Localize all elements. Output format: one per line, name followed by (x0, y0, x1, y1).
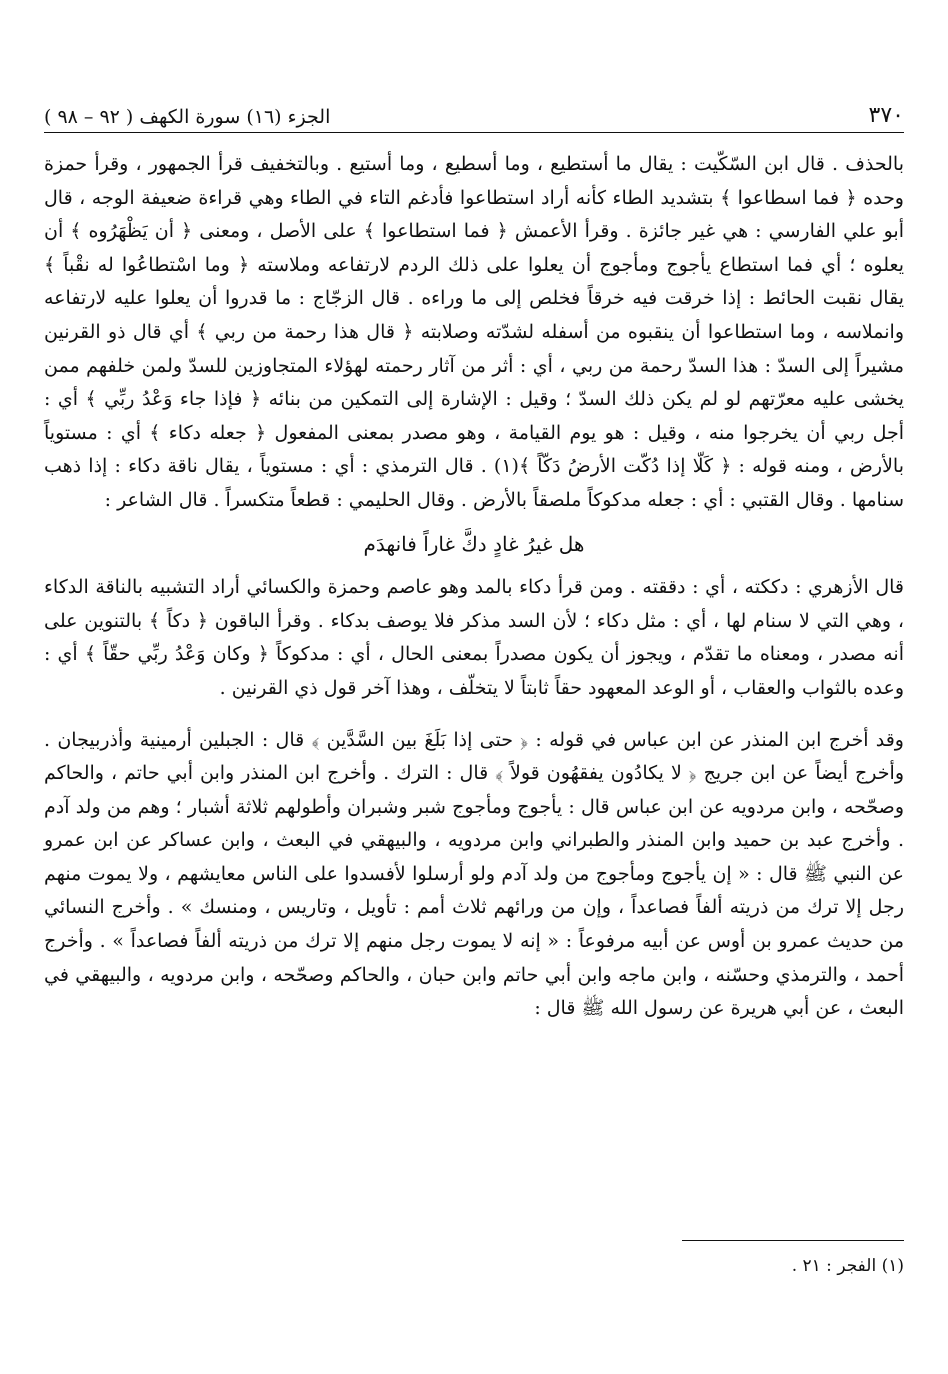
poetry-verse: هل غيرُ غادٍ دكَّ غاراً فانهدَم (363, 531, 585, 556)
footnote-divider (682, 1240, 904, 1241)
page-body (44, 148, 904, 1026)
page-header (44, 95, 904, 133)
paragraph-2: قال الأزهري : دككته ، أي : دققته . ومن قرأ دكاء بالمد وهو عاصم وحمزة والكسائي أراد التشبيه بالناقة الدكاء ، وهي التي لا سنام لها ، أي : مثل دكاء ؛ لأن السد مذكر فلا يوصف بدكاء . وقرأ الباقون ﴿ دكاً ﴾ بالتنوين على أنه مصدر ، ومعناه ما تقدّم ، ويجوز أن يكون مصدراً بمعنى الحال ، أي : مدكوكاً ﴿ وكان وَعْدُ ربِّي حقّاً ﴾ أي : وعده بالثواب والعقاب ، أو الوعد المعهود حقاً ثابتاً لا يتخلّف ، وهذا آخر قول ذي القرنين . (44, 576, 904, 699)
footnote: (١) الفجر : ٢١ . (791, 1256, 904, 1276)
paragraph-gap (44, 706, 904, 724)
paragraph-3: وقد أخرج ابن المنذر عن ابن عباس في قوله : ﴿ حتى إذا بَلَغَ بين السَّدَّين ﴾ قال : الجبلين أرمينية وأذربيجان . وأخرج أيضاً عن ابن جريج ﴿ لا يكادُون يفقهُون قولاً ﴾ قال : الترك . وأخرج ابن المنذر وابن أبي حاتم ، والحاكم وصحّحه ، وابن مردويه عن ابن عباس قال : يأجوج ومأجوج شبر وشبران وأطولهم ثلاثة أشبار ؛ وهم من ولد آدم . وأخرج عبد بن حميد وابن المنذر والطبراني وابن مردويه ، والبيهقي في البعث ، وابن عساكر عن ابن عمرو عن النبي ﷺ قال : « إن يأجوج ومأجوج من ولد آدم ولو أرسلوا لأفسدوا على الناس معايشهم ، ولا يموت منهم رجل إلا ترك من ذريته ألفاً فصاعداً ، وإن من ورائهم ثلاث أمم : تأويل ، وتاريس ، ومنسك » . وأخرج النسائي من حديث عمرو بن أوس عن أبيه مرفوعاً : « إنه لا يموت رجل منهم إلا ترك من ذريته ألفاً فصاعداً » . وأخرج أحمد ، والترمذي وحسّنه ، وابن ماجه وابن أبي حاتم وابن حبان ، والحاكم وصحّحه ، وابن مردويه ، والبيهقي في البعث ، عن أبي هريرة عن رسول الله ﷺ قال : (44, 728, 904, 1020)
running-title: الجزء (١٦) سورة الكهف ( ٩٢ – ٩٨ ) (44, 106, 331, 128)
paragraph-1: بالحذف . قال ابن السّكّيت : يقال ما أستطيع ، وما أسطيع ، وما أستيع . وبالتخفيف قرأ الجمهور ، وقرأ حمزة وحده ﴿ فما اسطاعوا ﴾ بتشديد الطاء كأنه أراد استطاعوا فأدغم التاء في الطاء وهي قراءة ضعيفة الوجه ، قال أبو علي الفارسي : هي غير جائزة . وقرأ الأعمش ﴿ فما استطاعوا ﴾ على الأصل ، ومعنى ﴿ أن يَظْهَرُوه ﴾ أن يعلوه ؛ أي فما استطاع يأجوج ومأجوج أن يعلوا على ذلك الردم لارتفاعه وملاسته ﴿ وما اسْتطاعُوا له نقْباً ﴾ يقال نقبت الحائط : إذا خرقت فيه خرقاً فخلص إلى ما وراءه . قال الزجّاج : ما قدروا أن يعلوا عليه لارتفاعه وانملاسه ، وما استطاعوا أن ينقبوه من أسفله لشدّته وصلابته ﴿ قال هذا رحمة من ربي ﴾ أي قال ذو القرنين مشيراً إلى السدّ : هذا السدّ رحمة من ربي ، أي : أثر من آثار رحمته لهؤلاء المتجاوزين للسدّ ولمن خلفهم ممن يخشى عليه معرّتهم لو لم يكن ذلك السدّ ؛ وقيل : الإشارة إلى التمكين من بنائه ﴿ فإذا جاء وَعْدُ ربِّي ﴾ أي : أجل ربي أن يخرجوا منه ، وقيل : هو يوم القيامة ، وهو مصدر بمعنى المفعول ﴿ جعله دكاء ﴾ أي : مستوياً بالأرض ، ومنه قوله : ﴿ كَلّا إذا دُكّت الأرضُ دَكّاً ﴾(١) . قال الترمذي : أي : مستوياً ، يقال ناقة دكاء : إذا ذهب سنامها . وقال القتبي : أي : جعله مدكوكاً ملصقاً بالأرض . وقال الحليمي : قطعاً متكسراً . قال الشاعر : (44, 153, 904, 511)
page-number: ٣٧٠ (868, 103, 904, 128)
